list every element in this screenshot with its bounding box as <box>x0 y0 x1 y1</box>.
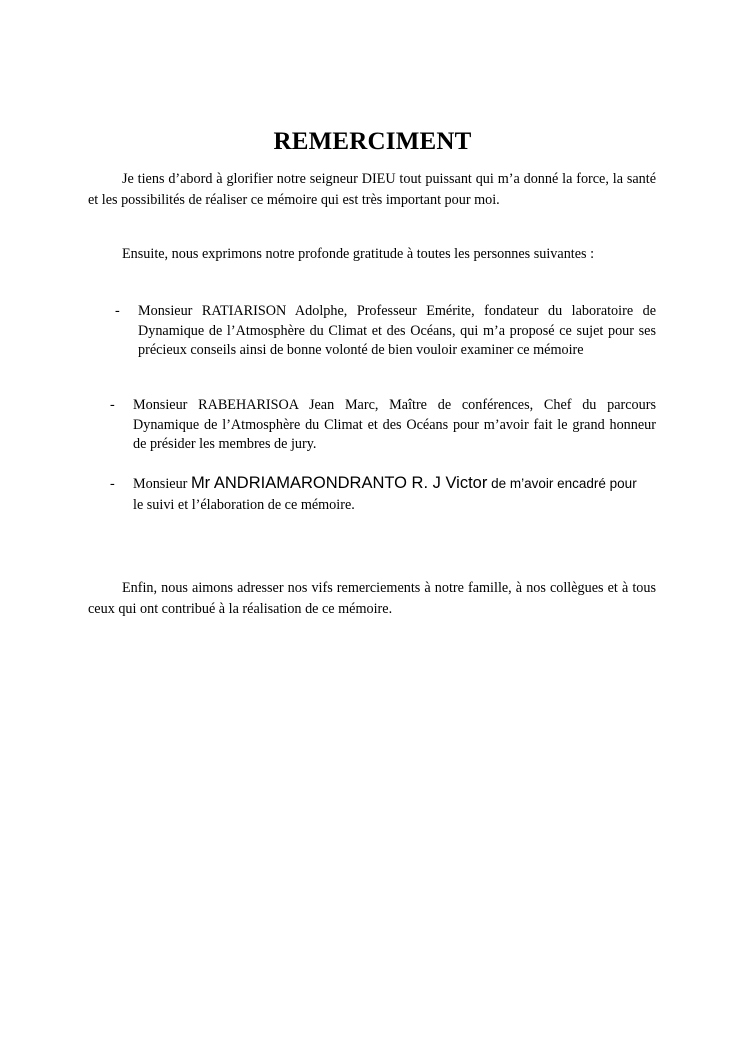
list-item <box>133 473 656 515</box>
intro-paragraph: Je tiens d’abord à glorifier notre seigneur DIEU tout puissant qui m’a donné la force, la santé et les possibilités de réaliser ce mémoire qui est très important pour moi. <box>88 171 656 208</box>
page-title: REMERCIMENT <box>273 128 472 155</box>
list-item-rest: le suivi et l’élaboration de ce mémoire. <box>133 496 355 513</box>
list-item-prefix: Monsieur <box>133 476 191 492</box>
list-bullet: - <box>110 476 115 492</box>
list-item-suffix: de m’avoir encadré pour <box>487 476 637 491</box>
list-item: Monsieur RABEHARISOA Jean Marc, Maître de conférences, Chef du parcours Dynamique de l’Atmosphère du Climat et des Océans pour m’avoir fait le grand honneur de présider les membres de jury. <box>133 397 656 452</box>
closing-paragraph: Enfin, nous aimons adresser nos vifs remerciements à notre famille, à nos collègues et à tous ceux qui ont contribué à la réalisation de ce mémoire. <box>88 580 656 617</box>
list-item: Monsieur RATIARISON Adolphe, Professeur Emérite, fondateur du laboratoire de Dynamique de l’Atmosphère du Climat et des Océans, qui m’a proposé ce sujet pour ses précieux conseils ainsi de bonne volonté de bien vouloir examiner ce mémoire <box>138 303 656 358</box>
supervisor-name: Mr ANDRIAMARONDRANTO R. J Victor <box>190 474 488 492</box>
list-bullet: - <box>115 303 120 319</box>
list-bullet: - <box>110 397 115 413</box>
gratitude-paragraph: Ensuite, nous exprimons notre profonde gratitude à toutes les personnes suivantes : <box>122 246 595 262</box>
